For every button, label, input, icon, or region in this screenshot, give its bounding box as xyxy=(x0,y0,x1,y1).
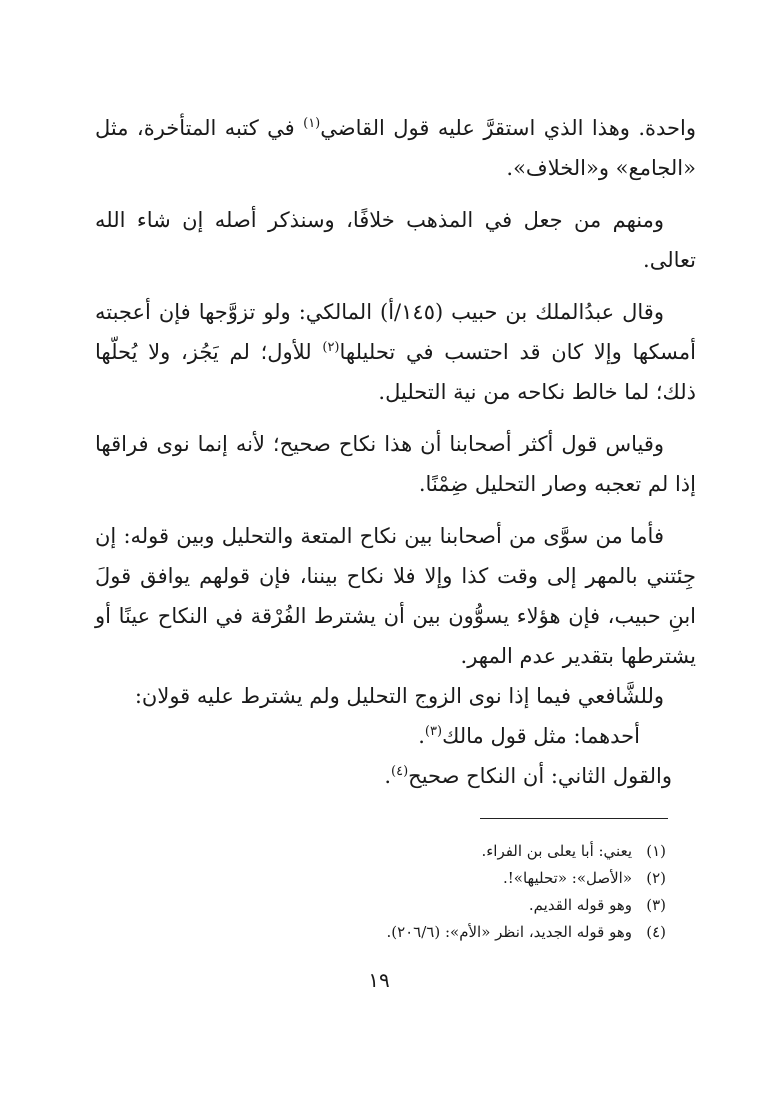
footnote-3 xyxy=(100,892,666,919)
paragraph-3 xyxy=(95,292,696,412)
footnotes xyxy=(100,838,666,946)
paragraph-1-text-a: واحدة. وهذا الذي استقرَّ عليه قول القاضي xyxy=(320,116,696,140)
footnote-3-text: وهو قوله القديم. xyxy=(528,896,632,914)
page-number: ١٩ xyxy=(368,968,390,992)
paragraph-7-text-a: أحدهما: مثل قول مالك xyxy=(442,724,640,748)
paragraph-1 xyxy=(95,108,696,188)
footnote-3-number: (٣) xyxy=(646,896,666,914)
paragraph-4: وقياس قول أكثر أصحابنا أن هذا نكاح صحيح؛ لأنه إنما نوى فراقها إذا لم تعجبه وصار التحليل ضِمْنًا. xyxy=(95,432,696,496)
paragraph-7-text-b: . xyxy=(418,724,425,748)
paragraph-7 xyxy=(95,716,696,756)
paragraph-8-text-a: والقول الثاني: أن النكاح صحيح xyxy=(408,764,672,788)
paragraph-6: وللشَّافعي فيما إذا نوى الزوج التحليل ولم يشترط عليه قولان: xyxy=(134,684,664,708)
paragraph-3-text-a: وقال عبدُالملك بن حبيب (١٤٥/أ) المالكي: ولو تزوَّجها فإن أعجبته أمسكها وإلا كان قد احتسب في تحليلها xyxy=(95,300,696,364)
footnote-2-number: (٢) xyxy=(646,869,666,887)
footnote-1 xyxy=(100,838,666,865)
footnote-1-text: يعني: أبا يعلى بن الفراء. xyxy=(481,842,632,860)
paragraph-1-text-b: في كتبه المتأخرة، مثل «الجامع» و«الخلاف». xyxy=(95,116,696,180)
footnote-4 xyxy=(100,919,666,946)
footnote-ref-4: (٤) xyxy=(391,764,409,779)
paragraph-8-text-b: . xyxy=(384,764,391,788)
footnote-ref-3: (٣) xyxy=(424,724,443,739)
footnote-4-number: (٤) xyxy=(646,923,666,941)
paragraph-8 xyxy=(95,756,696,796)
footnote-separator xyxy=(480,818,668,819)
main-text xyxy=(95,108,696,796)
footnote-4-text: وهو قوله الجديد، انظر «الأم»: (٢٠٦/٦). xyxy=(386,923,632,941)
paragraph-2: ومنهم من جعل في المذهب خلافًا، وسنذكر أصله إن شاء الله تعالى. xyxy=(95,208,696,272)
paragraph-5: فأما من سوَّى من أصحابنا بين نكاح المتعة والتحليل وبين قوله: إن جِئتني بالمهر إلى وقت كذا وإلا فلا نكاح بيننا، فإن قولهم يوافق قولَ ابنِ حبيب، فإن هؤلاء يسوُّون بين أن يشترط الفُرْقة في النكاح عينًا أو يشترطها بتقدير عدم المهر. xyxy=(95,524,696,668)
footnote-2 xyxy=(100,865,666,892)
footnote-1-number: (١) xyxy=(646,842,666,860)
footnote-2-text: «الأصل»: «تحليها»!. xyxy=(503,869,632,887)
footnote-ref-2: (٢) xyxy=(322,340,340,355)
footnote-ref-1: (١) xyxy=(303,116,321,131)
paragraph-3-text-b: للأول؛ لم يَجُز، ولا يُحلّها ذلك؛ لما خالط نكاحه من نية التحليل. xyxy=(95,340,696,404)
